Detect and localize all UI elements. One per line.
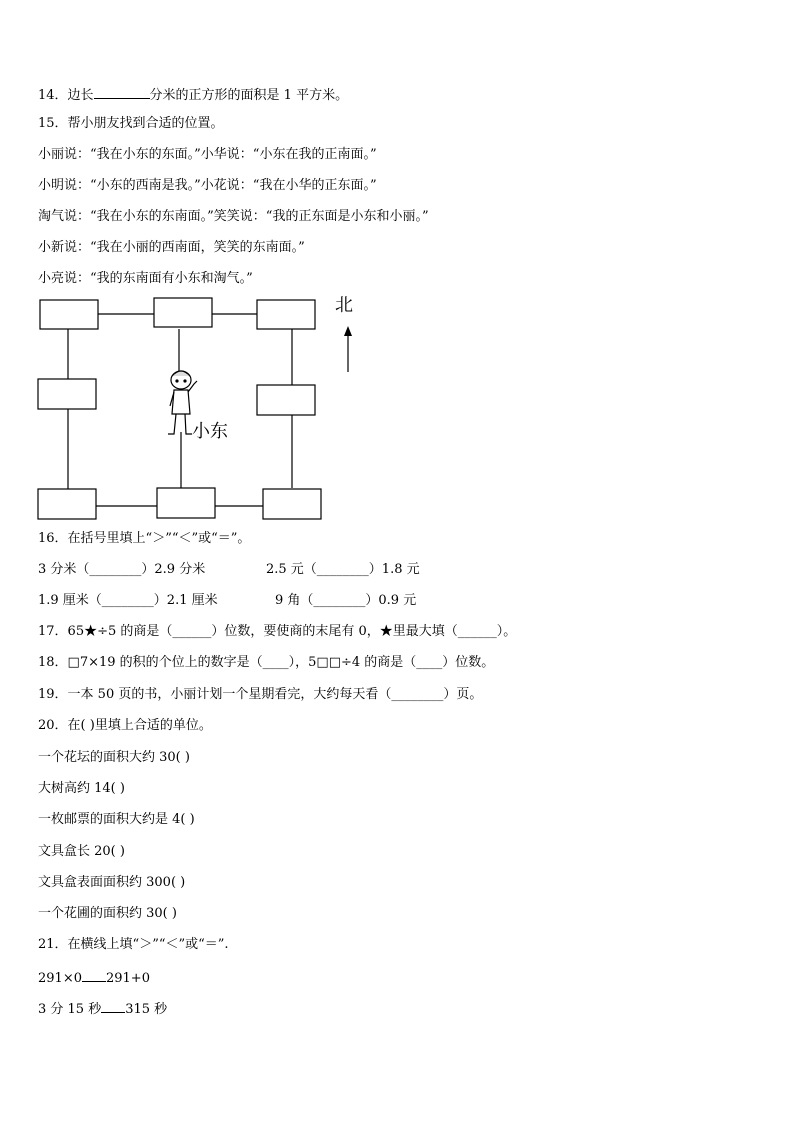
answer-box-southwest[interactable] (38, 489, 96, 519)
answer-box-northeast[interactable] (257, 300, 315, 329)
q14-prefix: 14．边长 (38, 88, 94, 103)
answer-box-northwest[interactable] (40, 300, 98, 329)
q16-row-2-left: 1.9 厘米（________）2.1 厘米 (38, 593, 218, 608)
q20-item-2: 大树高约 14( ) (38, 781, 125, 796)
answer-box-north[interactable] (154, 298, 212, 327)
answer-box-west[interactable] (38, 379, 96, 409)
answer-box-east[interactable] (257, 385, 315, 415)
q21-item-2 (38, 998, 167, 1019)
position-map-diagram (36, 292, 376, 524)
question-18: 18．□7×19 的积的个位上的数字是（____），5□□÷4 的商是（____）位数。 (38, 655, 495, 670)
q20-item-3: 一枚邮票的面积大约是 4( ) (38, 812, 195, 827)
q21-item-2-right: 315 秒 (125, 1002, 168, 1017)
answer-box-southeast[interactable] (263, 489, 321, 519)
q15-statement-4: 小新说：“我在小丽的西南面，笑笑的东南面。” (38, 240, 305, 255)
q20-item-5: 文具盒表面面积约 300( ) (38, 875, 186, 890)
north-arrow-icon (344, 326, 352, 336)
question-20-title: 20．在( )里填上合适的单位。 (38, 718, 212, 733)
q14-suffix: 分米的正方形的面积是 1 平方米。 (149, 88, 349, 103)
q15-statement-5: 小亮说：“我的东南面有小东和淘气。” (38, 271, 253, 286)
q21-item-1-right: 291+0 (105, 971, 150, 986)
q21-item-1-blank[interactable] (82, 967, 106, 982)
q15-statement-1: 小丽说：“我在小东的东面。”小华说：“小东在我的正南面。” (38, 147, 377, 162)
q16-row-1-right: 2.5 元（________）1.8 元 (266, 562, 420, 577)
north-label: 北 (335, 295, 353, 316)
q21-item-2-left: 3 分 15 秒 (38, 1002, 102, 1017)
question-15-title: 15．帮小朋友找到合适的位置。 (38, 116, 224, 131)
question-14 (38, 84, 348, 105)
question-16-title: 16．在括号里填上“＞”“＜”或“＝”。 (38, 531, 251, 546)
xiaodong-label: 小东 (192, 421, 228, 442)
q14-answer-blank[interactable] (94, 84, 150, 99)
q16-row-2-right: 9 角（________）0.9 元 (275, 593, 417, 608)
q15-statement-3: 淘气说：“我在小东的东南面。”笑笑说：“我的正东面是小东和小丽。” (38, 209, 429, 224)
position-map (36, 292, 376, 524)
q21-item-1 (38, 967, 150, 988)
q20-item-6: 一个花圃的面积约 30( ) (38, 906, 177, 921)
q20-item-1: 一个花坛的面积大约 30( ) (38, 750, 190, 765)
answer-box-south[interactable] (157, 488, 215, 518)
q21-item-1-left: 291×0 (38, 971, 82, 986)
q21-item-2-blank[interactable] (101, 998, 125, 1013)
question-17: 17．65★÷5 的商是（______）位数，要使商的末尾有 0，★里最大填（______）。 (38, 624, 517, 639)
q20-item-4: 文具盒长 20( ) (38, 844, 125, 859)
question-21-title: 21．在横线上填“＞”“＜”或“＝”. (38, 937, 229, 952)
question-19: 19．一本 50 页的书，小丽计划一个星期看完，大约每天看（________）页。 (38, 687, 483, 702)
q16-row-1-left: 3 分米（________）2.9 分米 (38, 562, 206, 577)
q15-statement-2: 小明说：“小东的西南是我。”小花说：“我在小华的正东面。” (38, 178, 377, 193)
